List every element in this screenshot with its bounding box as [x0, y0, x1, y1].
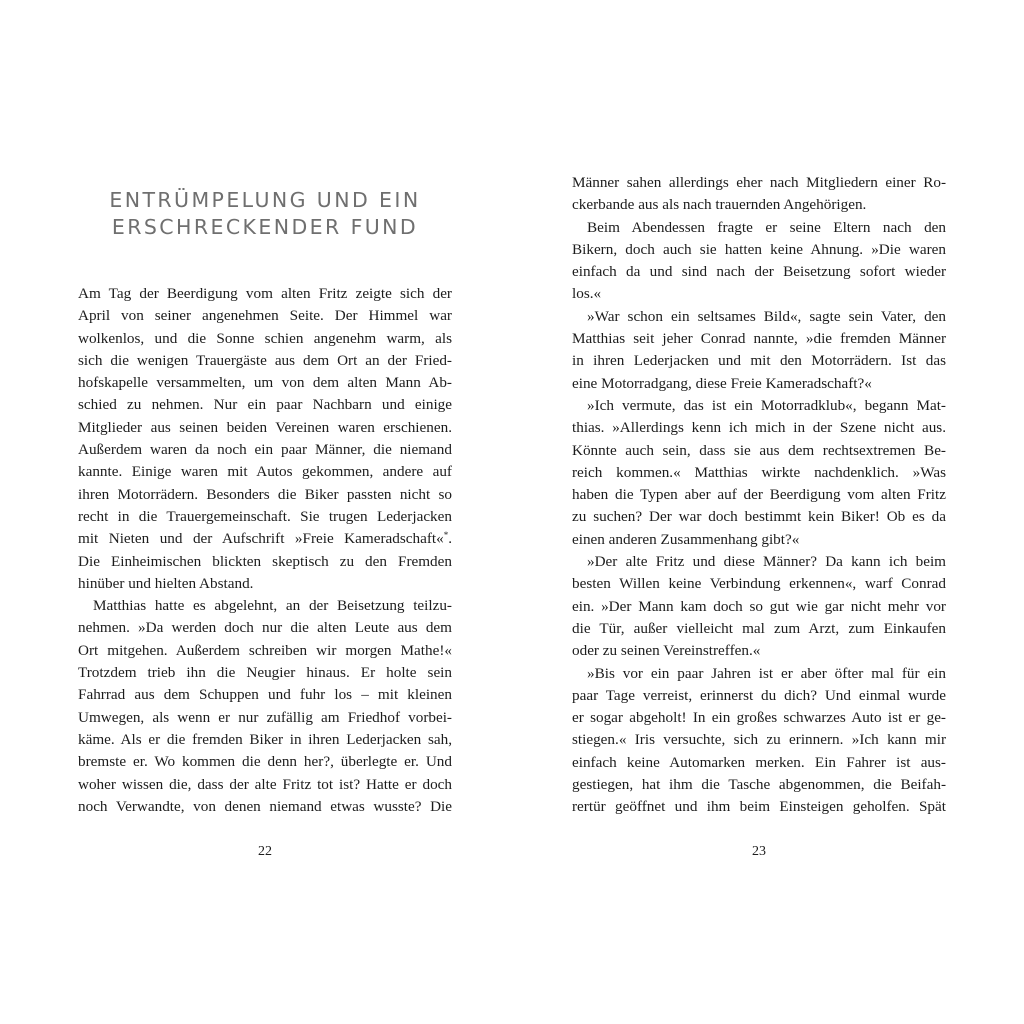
text-line — [572, 283, 946, 305]
text-line-content: in ihren Lederjacken und mit den Motorrädern. Ist das — [572, 352, 946, 370]
text-line-content: thias. »Allerdings kenn ich mich in der Szene nicht aus. — [572, 419, 946, 437]
text-line — [572, 261, 946, 283]
text-line — [572, 551, 946, 573]
text-line — [572, 618, 946, 640]
text-line-content: stiegen.« Iris versuchte, sich zu erinnern. »Ich kann mir — [572, 731, 946, 749]
text-line — [78, 573, 452, 595]
text-line — [78, 305, 452, 327]
text-line-content: er sogar abgeholt! In ein großes schwarzes Auto ist er ge- — [572, 709, 946, 727]
text-line — [78, 328, 452, 350]
text-line-content: recht in die Trauergemeinschaft. Sie trugen Lederjacken — [78, 507, 452, 525]
text-line — [572, 462, 946, 484]
text-line-content: Die Einheimischen blickten skeptisch zu den Fremden — [78, 552, 452, 570]
text-line-content: zu suchen? Der war doch bestimmt kein Biker! Ob es da — [572, 508, 946, 526]
text-line — [78, 751, 452, 773]
text-line — [78, 350, 452, 372]
text-line — [572, 573, 946, 595]
text-line — [78, 774, 452, 796]
text-line-content: reich kommen.« Matthias wirkte nachdenklich. »Was — [572, 463, 946, 481]
text-line — [572, 529, 946, 551]
text-line-content: »Ich vermute, das ist ein Motorradklub«, begann Mat- — [587, 396, 946, 414]
text-line — [572, 328, 946, 350]
text-line-content: ckerbande aus als nach trauernden Angehörigen. — [572, 196, 867, 214]
text-line — [572, 506, 946, 528]
text-line-content: ihren Motorrädern. Besonders die Biker passten nicht so — [78, 485, 452, 503]
text-line-content: hinüber und hielten Abstand. — [78, 574, 254, 592]
text-line — [78, 461, 452, 483]
text-line-content: einfach da und sind nach der Beisetzung sofort wieder — [572, 263, 946, 281]
text-line-content: »Bis vor ein paar Jahren ist er aber öfter mal für ein — [587, 664, 946, 682]
text-line — [572, 395, 946, 417]
right-page — [512, 0, 1024, 1024]
text-line-content: »War schon ein seltsames Bild«, sagte sein Vater, den — [587, 307, 946, 325]
text-line-content: woher wissen die, dass der alte Fritz tot ist? Hatte er doch — [78, 775, 452, 793]
text-line-content: gestiegen, hat ihm die Tasche abgenommen, die Beifah- — [572, 776, 946, 794]
text-line — [572, 484, 946, 506]
text-line — [78, 506, 452, 528]
chapter-title — [78, 187, 452, 241]
text-line-content: »Der alte Fritz und diese Männer? Da kann ich beim — [587, 553, 946, 571]
text-line-content: einen anderen Zusammenhang gibt?« — [572, 530, 800, 548]
text-line — [572, 217, 946, 239]
text-line-content: eine Motorradgang, diese Freie Kameradschaft?« — [572, 374, 872, 392]
text-line-content: Männer sahen allerdings eher nach Mitgliedern einer Ro- — [572, 174, 946, 191]
text-line-content: los.« — [572, 285, 602, 303]
text-line — [572, 373, 946, 395]
text-line-content: die Tür, außer vielleicht mal zum Arzt, zum Einkaufen — [572, 619, 946, 637]
text-line-content: kannte. Einige waren mit Autos gekommen, andere auf — [78, 463, 452, 481]
text-line-content: Fahrrad aus dem Schuppen und fuhr los – mit kleinen — [78, 686, 452, 704]
chapter-title-line: ENTRÜMPELUNG UND EIN — [109, 188, 421, 212]
text-line — [78, 551, 452, 573]
text-line-content: Beim Abendessen fragte er seine Eltern nach den — [587, 218, 946, 236]
text-line-content: Mitglieder aus seinen beiden Vereinen waren erschienen. — [78, 418, 452, 436]
text-line-content: Trotzdem trieb ihn die Neugier hinaus. Er holte sein — [78, 664, 452, 682]
page-number-left: 22 — [258, 844, 272, 859]
text-line — [572, 172, 946, 194]
text-line-content: einfach keine Automarken merken. Ein Fahrer ist aus- — [572, 753, 946, 771]
text-line — [78, 372, 452, 394]
text-line — [572, 752, 946, 774]
text-line — [572, 596, 946, 618]
footnote-marker: * — [443, 530, 449, 541]
text-line-content: April von seiner angenehmen Seite. Der Himmel war — [78, 307, 452, 325]
text-line — [78, 394, 452, 416]
text-line-content: paar Tage verreist, erinnerst du dich? Und einmal wurde — [572, 686, 946, 704]
text-line — [78, 684, 452, 706]
text-line — [572, 796, 946, 818]
text-line-content: bremste er. Wo kommen die denn her?, überlegte er. Und — [78, 753, 452, 771]
text-line — [78, 595, 452, 617]
text-line — [572, 685, 946, 707]
page-number-right: 23 — [752, 844, 766, 859]
text-line-content: ein. »Der Mann kam doch so gut wie gar nicht mehr vor — [572, 597, 946, 615]
text-line-content: oder zu seinen Vereinstreffen.« — [572, 642, 761, 660]
text-line-content: haben die Typen aber auf der Beerdigung vom alten Fritz — [572, 486, 946, 504]
text-line — [572, 640, 946, 662]
text-line — [78, 640, 452, 662]
text-line-punctuation: . — [448, 530, 452, 548]
text-line-content: hofskapelle versammelten, um von dem alten Mann Ab- — [78, 374, 452, 392]
text-line — [572, 729, 946, 751]
text-line-content: Matthias hatte es abgelehnt, an der Beisetzung teilzu- — [93, 597, 452, 615]
text-line — [572, 417, 946, 439]
text-line — [572, 663, 946, 685]
text-line — [78, 707, 452, 729]
right-page-body-text — [572, 172, 946, 819]
text-line-content: Umwegen, als wenn er nur zufällig am Friedhof vorbei- — [78, 708, 452, 726]
text-line — [572, 306, 946, 328]
text-line — [78, 283, 452, 305]
text-line-content: nehmen. »Da werden doch nur die alten Leute aus dem — [78, 619, 452, 637]
text-line — [78, 729, 452, 751]
text-line-content: rertür geöffnet und ihm beim Einsteigen geholfen. Spät — [572, 798, 946, 816]
left-page-body-text — [78, 283, 452, 818]
text-line-content: Außerdem waren da noch ein paar Männer, die niemand — [78, 441, 452, 459]
text-line-content: käme. Als er die fremden Biker in ihren Lederjacken sah, — [78, 730, 452, 748]
text-line — [78, 417, 452, 439]
text-line — [572, 774, 946, 796]
text-line — [572, 440, 946, 462]
text-line — [78, 484, 452, 506]
text-line — [78, 439, 452, 461]
chapter-title-line: ERSCHRECKENDER FUND — [111, 215, 419, 239]
text-line — [78, 662, 452, 684]
text-line-content: wolkenlos, und die Sonne schien angenehm warm, als — [78, 329, 452, 347]
text-line-content: schied zu nehmen. Nur ein paar Nachbarn und einige — [78, 396, 452, 414]
text-line — [78, 796, 452, 818]
text-line-content: Bikern, doch auch sie hatten keine Ahnung. »Die waren — [572, 240, 946, 258]
text-line-content: sich die wenigen Trauergäste aus dem Ort an der Fried- — [78, 351, 452, 369]
text-line — [572, 239, 946, 261]
text-line-content: mit Nieten und der Aufschrift »Freie Kameradschaft« — [78, 530, 444, 548]
text-line — [78, 528, 452, 550]
text-line-content: Matthias seit jeher Conrad nannte, »die fremden Männer — [572, 330, 946, 348]
text-line-content: noch Verwandte, von denen niemand etwas wusste? Die — [78, 797, 452, 815]
text-line-content: Am Tag der Beerdigung vom alten Fritz zeigte sich der — [78, 285, 452, 302]
text-line — [78, 617, 452, 639]
text-line — [572, 194, 946, 216]
text-line-content: besten Willen keine Verbindung erkennen«, warf Conrad — [572, 575, 946, 593]
text-line — [572, 707, 946, 729]
text-line — [572, 350, 946, 372]
text-line-content: Ort mitgehen. Außerdem schreiben wir morgen Mathe!« — [78, 641, 452, 659]
text-line-content: Könnte auch sein, dass sie aus dem rechtsextremen Be- — [572, 441, 946, 459]
